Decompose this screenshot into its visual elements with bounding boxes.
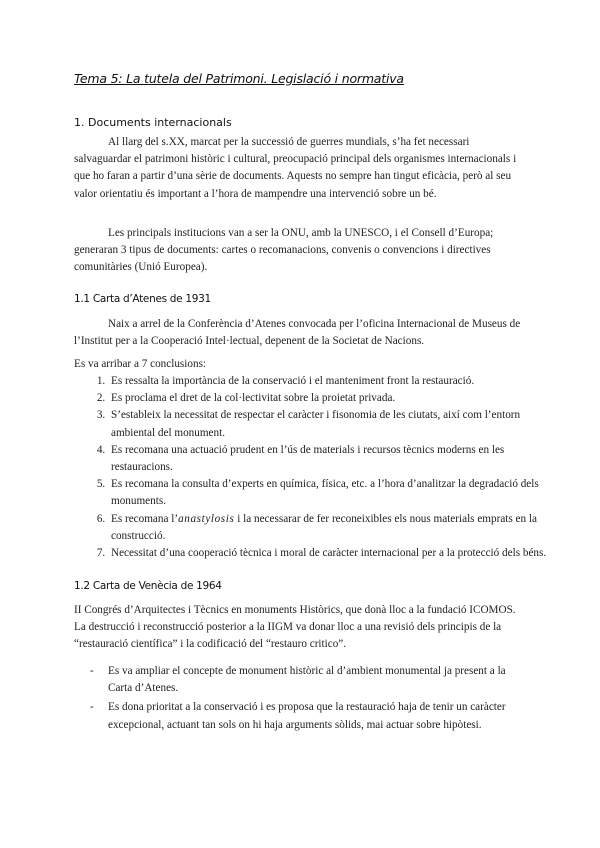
conclusions-list — [74, 373, 558, 562]
bullet-text: Es va ampliar el concepte de monument històric al d’ambient monumental ja present a la Carta d’Atenes. — [108, 665, 506, 695]
section-heading-venecia: 1.2 Carta de Venècia de 1964 — [74, 580, 222, 592]
paragraph-venecia: II Congrés d’Arquitectes i Tècnics en monuments Històrics, que donà lloc a la fundació ICOMOS. La destrucció i reconstrucció posterior a la IIGM va donar lloc a una revisió dels principis de la “restauració científica” i la codificació del “restauro critico”. — [74, 604, 516, 651]
list-item: 4. Es recomana una actuació prudent en l’ús de materials i recursos tècnics moderns en les restauracions. — [108, 442, 558, 476]
paragraph-institutions: Les principals institucions van a ser la ONU, amb la UNESCO, i el Consell d’Europa; generaran 3 tipus de documents: cartes o recomanacions, convenis o convencions i directives comunitàries (Unió Europea). — [74, 227, 494, 274]
list-item: 5. Es recomana la consulta d’experts en química, física, etc. a l’hora d’analitzar la degradació dels monuments. — [108, 476, 558, 510]
item-text-after: i la necessarar de fer reconeixibles els nous materials emprats en la construcció. — [111, 512, 537, 542]
list-item: 1. Es ressalta la importància de la conservació i el manteniment front la restauració. — [108, 373, 558, 390]
conclusions-intro: Es va arribar a 7 conclusions: — [74, 358, 207, 370]
section-heading-documents: 1. Documents internacionals — [74, 116, 232, 129]
dash-bullet: - — [90, 665, 94, 677]
item-text-before: Es recomana l’ — [111, 512, 179, 525]
page-title: Tema 5: La tutela del Patrimoni. Legislació i normativa — [74, 71, 404, 86]
list-item — [74, 663, 524, 697]
list-item — [108, 511, 558, 545]
anastylosis-term: anastylosis — [178, 512, 235, 525]
list-item: 3. S’estableix la necessitat de respectar el caràcter i fisonomia de les ciutats, així com l’entorn ambiental del monument. — [108, 407, 558, 441]
list-item — [74, 699, 524, 733]
dash-bullet: - — [90, 701, 94, 714]
bullet-text: Es dona prioritat a la conservació i es proposa que la restauració haja de tenir un caràcter excepcional, actuant tan sols on hi haja arguments sòlids, mai actuar sobre hipòtesi. — [108, 701, 506, 731]
paragraph-intro: Al llarg del s.XX, marcat per la successió de guerres mundials, s’ha fet necessari salvaguardar el patrimoni històric i cultural, preocupació principal dels organismes internacionals i que ho faran a partir d’una sèrie de documents. Aquests no sempre han tingut eficàcia, però al seu valor orientatiu és important a l’hora de mampendre una intervenció sobre un bé. — [74, 136, 517, 200]
list-item: 2. Es proclama el dret de la col·lectivitat sobre la proietat privada. — [108, 390, 558, 407]
paragraph-atenes: Naix a arrel de la Conferència d’Atenes convocada per l’oficina Internacional de Museus de l’Institut per a la Cooperació Intel·lectual, depenent de la Societat de Nacions. — [74, 318, 521, 348]
venecia-bullet-list — [74, 663, 524, 736]
list-item: 7. Necessitat d’una cooperació tècnica i moral de caràcter internacional per a la protecció dels béns. — [108, 545, 558, 562]
section-heading-atenes: 1.1 Carta d’Atenes de 1931 — [74, 293, 211, 305]
